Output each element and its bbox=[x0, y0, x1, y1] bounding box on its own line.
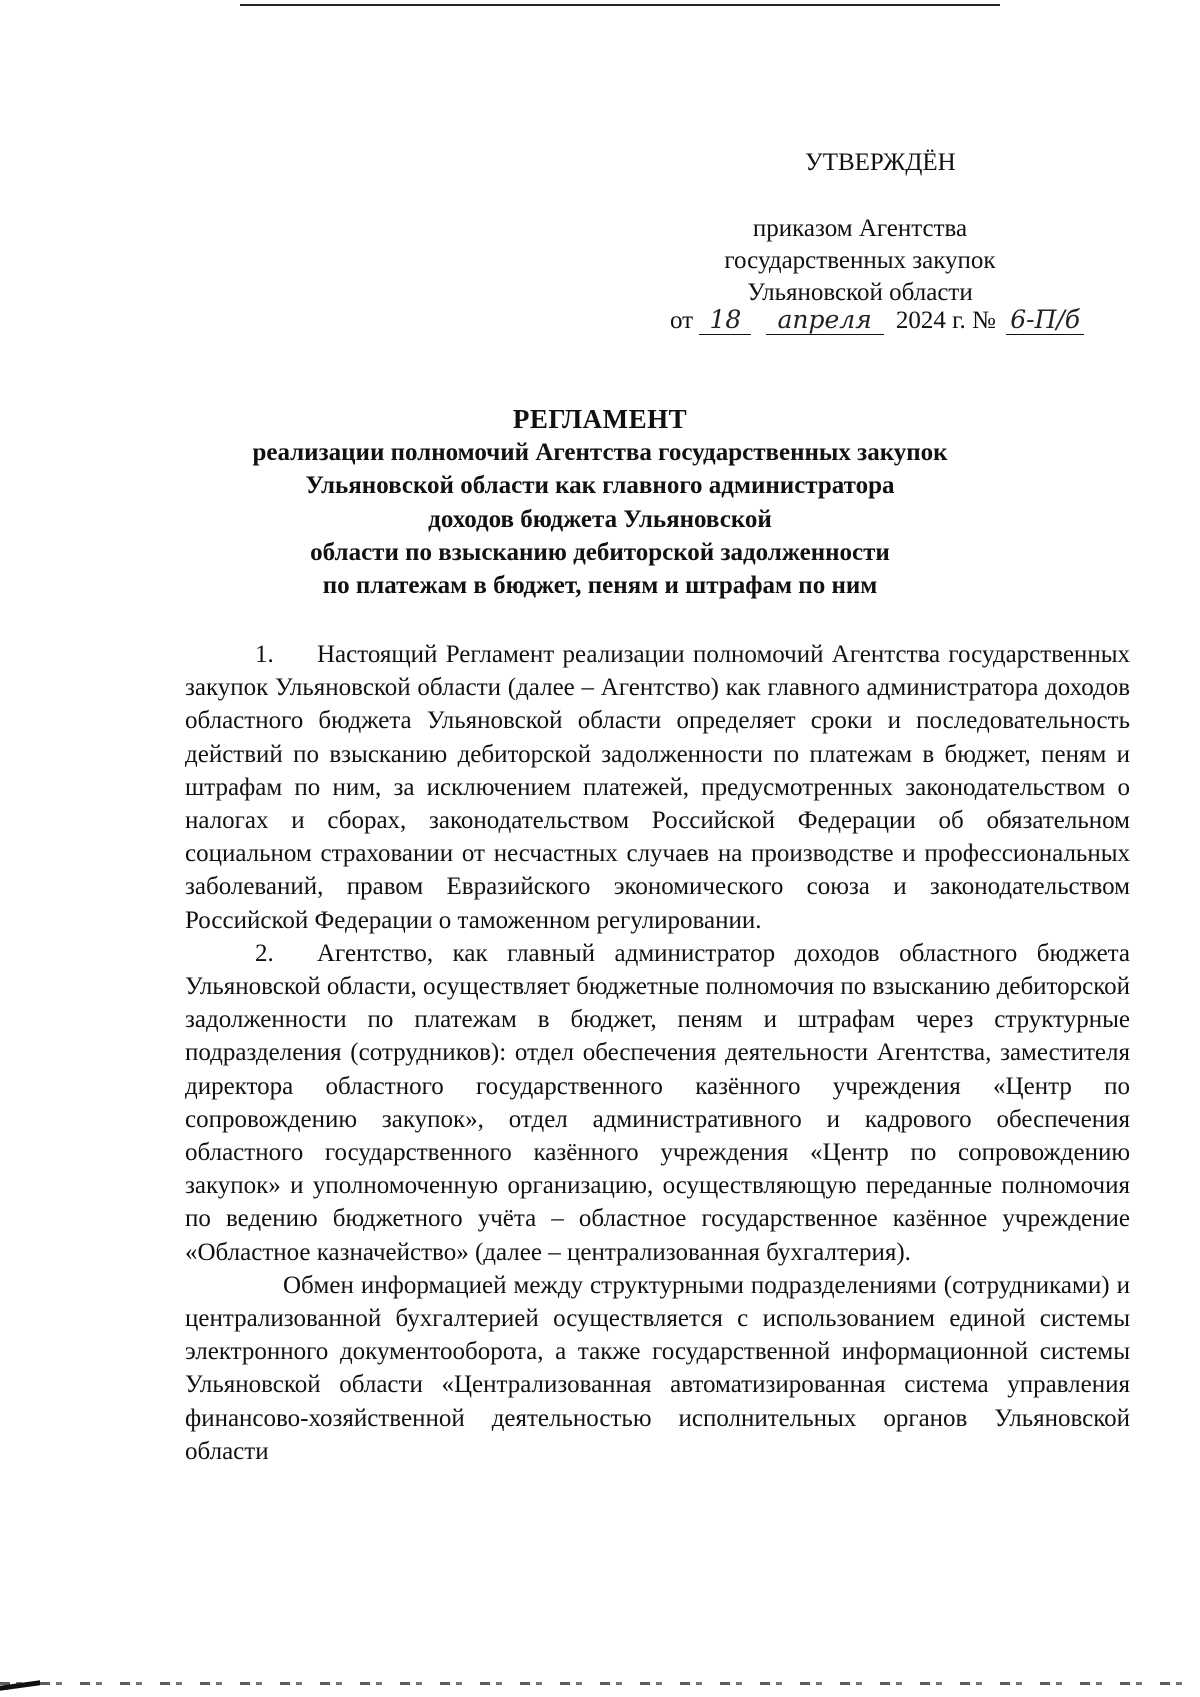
title-line-5: по платежам в бюджет, пеням и штрафам по ним bbox=[322, 572, 878, 600]
order-line-3: Ульяновской области bbox=[747, 279, 973, 306]
title-reglament: РЕГЛАМЕНТ bbox=[512, 404, 688, 434]
paragraph-3 bbox=[185, 1269, 1130, 1468]
title-line-1: реализации полномочий Агентства государственных закупок bbox=[252, 439, 948, 466]
date-year: 2024 г. № bbox=[895, 307, 996, 334]
handwritten-day: 18 bbox=[699, 306, 751, 335]
paragraph-2 bbox=[185, 937, 1130, 1269]
paragraph-3-text: Обмен информацией между структурными подразделениями (сотрудниками) и централизованной бухгалтерией осуществляется с использованием единой системы электронного документооборота, а также государственной информационной системы Ульяновской области «Централизованная автоматизированная система управления финансово-хозяйственной деятельностью исполнительных органов Ульяновской области bbox=[185, 1271, 1130, 1465]
scan-edge-dots bbox=[0, 1682, 1200, 1685]
paragraph-2-number: 2. bbox=[255, 939, 274, 967]
title-line-4: области по взысканию дебиторской задолженности bbox=[310, 538, 890, 566]
approved-heading: УТВЕРЖДЁН bbox=[805, 149, 956, 176]
paragraph-1 bbox=[185, 638, 1130, 937]
title-line-2: Ульяновской области как главного администратора bbox=[305, 472, 895, 500]
paragraph-1-text: Настоящий Регламент реализации полномочий Агентства государственных закупок Ульяновской области (далее – Агентство) как главного администратора доходов областного бюджета Ульяновской области определяет сроки и последовательность действий по взысканию дебиторской задолженности по платежам в бюджет, пеням и штрафам по ним, за исключением платежей, предусмотренных законодательством о налогах и сборах, законодательством Российской Федерации об обязательном социальном страховании от несчастных случаев на производстве и профессиональных заболеваний, правом Евразийского экономического союза и законодательством Российской Федерации о таможенном регулировании. bbox=[185, 641, 1130, 934]
paragraph-2-text: Агентство, как главный администратор доходов областного бюджета Ульяновской области, осуществляет бюджетные полномочия по взысканию дебиторской задолженности по платежам в бюджет, пеням и штрафам через структурные подразделения (сотрудников): отдел обеспечения деятельности Агентства, заместителя директора областного государственного казённого учреждения «Центр по сопровождению закупок», отдел административного и кадрового обеспечения областного государственного казённого учреждения «Центр по сопровождению закупок» и уполномоченную организацию, осуществляющую переданные полномочия по ведению бюджетного учёта – областное государственное казённое учреждение «Областное казначейство» (далее – централизованная бухгалтерия). bbox=[185, 939, 1130, 1266]
order-date-line bbox=[670, 306, 1084, 335]
document-body bbox=[185, 638, 1130, 1468]
handwritten-order-number: 6-П/б bbox=[1006, 306, 1084, 335]
scan-edge-line bbox=[240, 4, 1000, 6]
order-line-1: приказом Агентства bbox=[752, 215, 968, 242]
paragraph-1-number: 1. bbox=[255, 641, 274, 668]
date-prefix: от bbox=[670, 307, 694, 334]
title-line-3: доходов бюджета Ульяновской bbox=[428, 505, 772, 533]
document-title bbox=[150, 402, 1050, 602]
order-line-2: государственных закупок bbox=[724, 247, 996, 274]
handwritten-month: апреля bbox=[766, 306, 884, 335]
